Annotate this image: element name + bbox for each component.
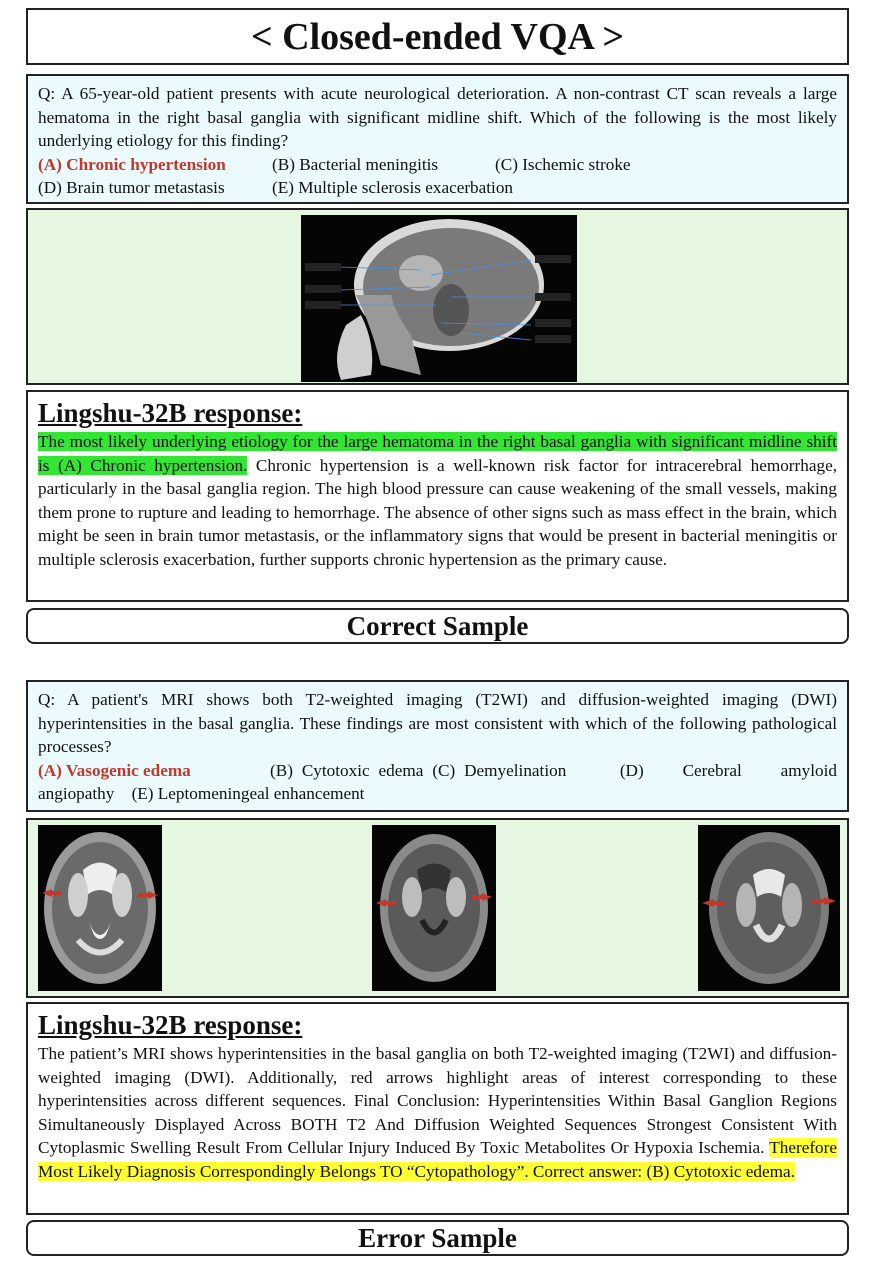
response-rest-1: Chronic hypertension is a well-known risk factor for intracerebral hemorrhage, particularly in the basal ganglia region. The high blood pressure can cause weakening of the small vessels, making them prone to rupture and leading to hemorrhage. The absence of other signs such as mass effect in the brain, which might be seen in brain tumor metastasis, or the inflammatory signs that would be present in bacterial meningitis or multiple sclerosis exacerbation, further supports chronic hypertension as the primary cause. xyxy=(38,455,837,569)
options-block-2 xyxy=(38,759,837,806)
option-b-2: (B) Cytotoxic edema xyxy=(270,760,424,780)
response-title-2: Lingshu-32B response: xyxy=(38,1010,303,1040)
caption-error-sample: Error Sample xyxy=(26,1220,849,1256)
question-text-2: Q: A patient's MRI shows both T2-weighted imaging (T2WI) and diffusion-weighted imaging (DWI) hyperintensities in the basal ganglia. These findings are most consistent with which of the following pathological processes? xyxy=(38,690,837,756)
response-box-2 xyxy=(26,1002,849,1215)
image-box-1 xyxy=(26,208,849,385)
response-highlight-2: Therefore Most Likely Diagnosis Correspondingly Belongs TO “Cytopathology”. Correct answer: (B) Cytotoxic edema. xyxy=(38,1138,837,1181)
response-main-2: The patient’s MRI shows hyperintensities in the basal ganglia on both T2-weighted imaging (T2WI) and diffusion-weighted imaging (DWI). Additionally, red arrows highlight areas of interest corresponding to these hyperintensities across different sequences. Final Conclusion: Hyperintensities Within Basal Ganglion Regions Simultaneously Displayed Across BOTH T2 And Diffusion Weighted Sequences Strongest Consistent With Cytoplasmic Swelling Result From Cellular Injury Induced By Toxic Metabolites Or Hypoxia Ischemia. xyxy=(38,1044,837,1157)
option-e-1: (E) Multiple sclerosis exacerbation xyxy=(272,178,514,197)
options-row-1b xyxy=(38,176,837,200)
response-text-1 xyxy=(38,430,837,571)
option-d-2: (D) Cerebral amyloid angiopathy xyxy=(38,760,838,803)
mri-dwi-image xyxy=(698,825,840,991)
ct-scan-image xyxy=(301,215,577,382)
option-c-2: (C) Demyelination xyxy=(432,760,567,780)
question-box-1 xyxy=(26,74,849,204)
option-a-2: (A) Vasogenic edema xyxy=(38,760,191,780)
option-b-1: (B) Bacterial meningitis xyxy=(272,154,439,174)
question-text-1: Q: A 65-year-old patient presents with acute neurological deterioration. A non-contrast CT scan reveals a large hematoma in the right basal ganglia with significant midline shift. Which of the following is the most likely underlying etiology for this finding? xyxy=(38,84,837,150)
title-box xyxy=(26,8,849,65)
mri-flair-image xyxy=(372,825,496,991)
caption-correct-sample: Correct Sample xyxy=(26,608,849,644)
option-a-1: (A) Chronic hypertension xyxy=(38,154,226,174)
option-e-2: (E) Leptomeningeal enhancement xyxy=(131,784,365,803)
question-box-2 xyxy=(26,680,849,812)
response-box-1 xyxy=(26,390,849,602)
mri-t2-image xyxy=(38,825,162,991)
response-title-1: Lingshu-32B response: xyxy=(38,398,303,428)
option-c-1: (C) Ischemic stroke xyxy=(495,154,631,174)
option-d-1: (D) Brain tumor metastasis xyxy=(38,178,225,197)
image-box-2 xyxy=(26,818,849,998)
response-text-2 xyxy=(38,1042,837,1183)
ct-scan-svg xyxy=(301,215,577,382)
options-row-1a xyxy=(38,153,837,177)
response-highlight-1: The most likely underlying etiology for the large hematoma in the right basal ganglia with significant midline shift is (A) Chronic hypertension. xyxy=(38,432,837,475)
page-title: < Closed-ended VQA > xyxy=(250,15,625,58)
